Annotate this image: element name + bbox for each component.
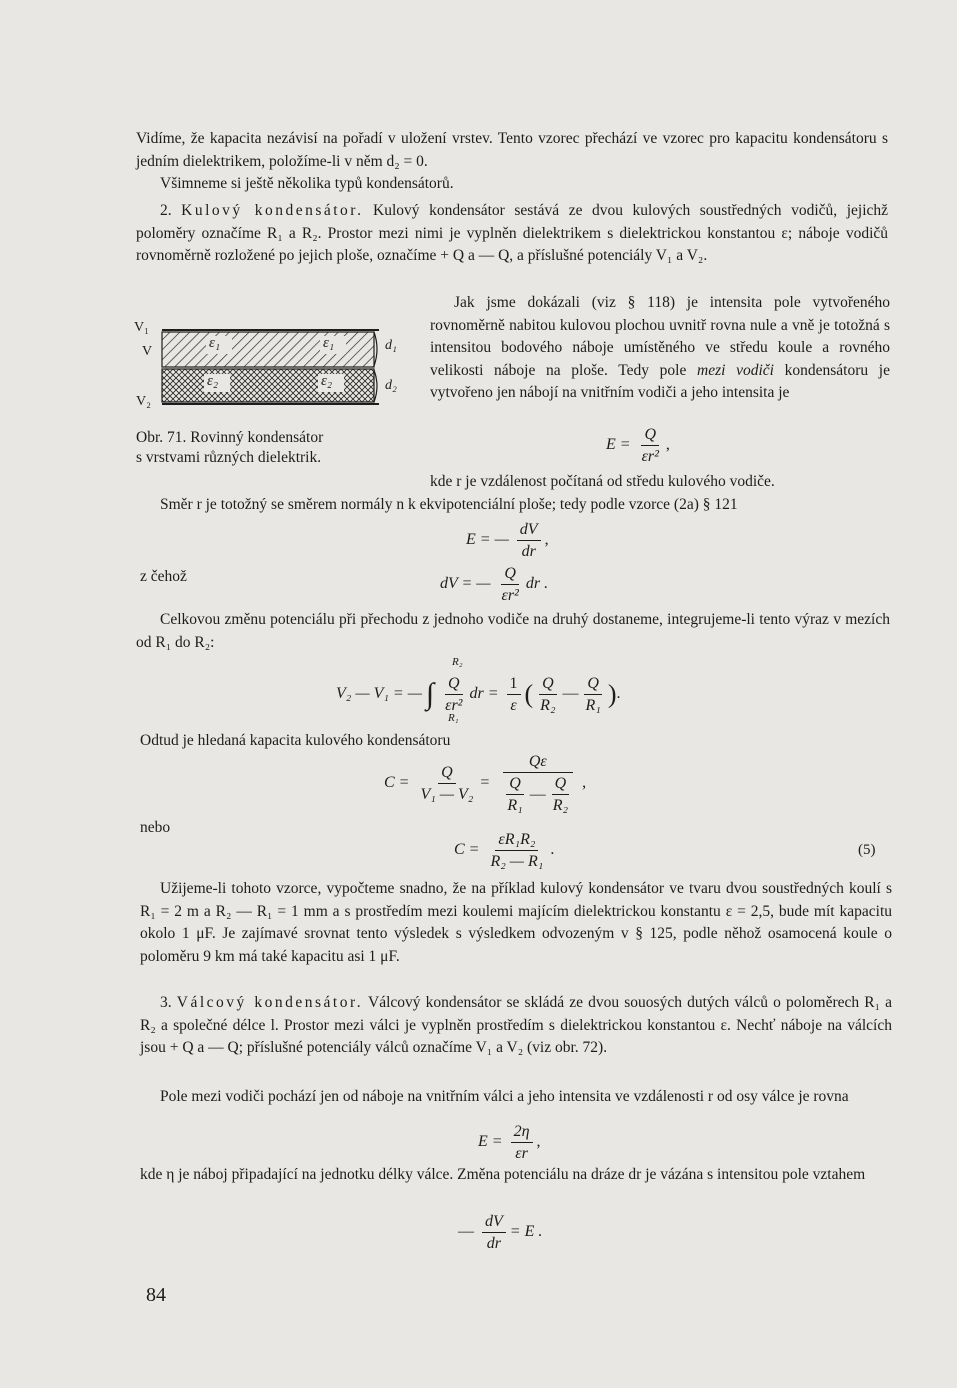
kde-eta-paragraph: kde η je náboj připadající na jednotku délky válce. Změna potenciálu na dráze dr je vázána s intensitou pole vztahem: [140, 1166, 866, 1183]
equation-dv: dV = — $\frac{Q}{\text{εr²}}$ dr .: [440, 565, 549, 604]
section-3-title: Válcový kondensátor.: [176, 994, 364, 1011]
equation-e-field: E = $\frac{Q}{\text{εr²}}$ ,: [606, 426, 670, 465]
section-2-title: Kulový kondensátor.: [181, 202, 364, 219]
label-epsilon-1a: ε₁: [209, 335, 221, 351]
section-3-paragraph: [140, 992, 892, 1060]
label-v1: V₁: [134, 320, 149, 335]
paragraph-types: Všimneme si ještě několika typů kondensátorů.: [160, 175, 454, 192]
label-epsilon-2a: ε₂: [207, 373, 219, 389]
equation-capacity-2: C = $\frac{\text{εR₁R₂}}{\text{R₂ — R₁}}$ .: [454, 831, 555, 870]
nebo-label: nebo: [140, 819, 171, 836]
section-3-number: 3.: [160, 994, 172, 1011]
right-column-block: [430, 292, 890, 405]
section-2-text: Kulový kondensátor sestává ze dvou kulových soustředných vodičů, jejichž poloměry označíme R₁ a R₂. Prostor mezi nimi je vyplněn dielektrikem s dielektrickou konstantou ε; náboje vodičů rovnoměrně rozložené po jejich ploše, označíme + Q a — Q, a příslušné potenciály V₁ a V₂.: [136, 202, 889, 264]
label-v2: V₂: [136, 394, 151, 409]
caption-line-1: Obr. 71. Rovinný kondensátor: [136, 429, 324, 446]
figure-caption: [136, 428, 416, 468]
page-number: 84: [146, 1284, 166, 1306]
integral-sign: ∫: [425, 677, 435, 711]
label-d2: d₂: [385, 378, 397, 393]
section-3-text: Válcový kondensátor se skládá ze dvou souosých dutých válců o poloměrech R₁ a R₂ a společné délce l. Prostor mezi válci je vyplněn prostředím s dielektrickou konstantou ε. Nechť náboje na válcích jsou + Q a — Q; příslušné potenciály válců označíme V₁ a V₂ (viz obr. 72).: [140, 994, 892, 1056]
celkovou-paragraph: Celkovou změnu potenciálu při přechodu z jednoho vodiče na druhý dostaneme, integrujeme-li tento výraz v mezích od R₁ do R₂:: [136, 611, 890, 651]
figure-71-diagram: [134, 318, 414, 423]
equation-potential-gradient: — $\frac{dV}{dr}$ = E .: [458, 1213, 543, 1252]
equation-e-gradient: E = — $\frac{dV}{dr}$ ,: [466, 521, 549, 560]
section-2-paragraph: [136, 200, 888, 268]
figure-71: [134, 318, 414, 468]
right-paragraph-end: kondensátoru je vytvořeno jen nábojí na vnitřním vodiči a jeho intensita je: [430, 361, 890, 401]
label-v: V: [142, 344, 153, 359]
z-cehoz-label: z čehož: [140, 568, 187, 585]
section-2-number: 2.: [160, 202, 172, 219]
intro-block: [136, 128, 888, 196]
pole-paragraph: Pole mezi vodiči pochází jen od náboje na vnitřním válci a jeho intensita ve vzdálenosti r od osy válce je rovna: [160, 1088, 849, 1105]
equation-number-5: (5): [858, 842, 876, 858]
right-paragraph-emphasis: mezi vodiči: [697, 361, 774, 379]
right-paragraph: [430, 292, 890, 405]
pole-block: [140, 1086, 892, 1109]
odtud-line: Odtud je hledaná kapacita kulového kondensátoru: [140, 732, 451, 749]
uzijeme-block: [140, 878, 892, 968]
label-d1: d₁: [385, 338, 397, 353]
paragraph-intro: Vidíme, že kapacita nezávisí na pořadí v uložení vrstev. Tento vzorec přechází ve vzorec pro kapacitu kondensátoru s jedním dielektrikem, položíme-li v něm d₂ = 0.: [136, 130, 888, 170]
section-spherical: [136, 200, 888, 268]
uzijeme-paragraph: Užijeme-li tohoto vzorce, vypočteme snadno, že na příklad kulový kondensátor ve tvaru dvou soustředných koulí s R₁ = 2 m a R₂ — R₁ = 1 mm a s prostředím mezi koulemi majícím dielektrickou konstantu ε = 2,5, bude mít kapacitu okolo 1 μF. Je zajímavé srovnat tento výsledek s výsledkem odvozeným v § 125, podle něhož osamocená koule o poloměru 9 km má také kapacitu asi 1 μF.: [140, 880, 892, 965]
label-epsilon-2b: ε₂: [321, 373, 333, 389]
equation-e-cylinder: E = $\frac{2\eta}{\varepsilon r}$ ,: [478, 1123, 541, 1162]
kde-eta-block: [140, 1164, 892, 1187]
smer-line: Směr r je totožný se směrem normály n k ekvipotenciální ploše; tedy podle vzorce (2a) § 121: [160, 496, 738, 513]
celkovou-block: [136, 609, 890, 654]
caption-line-2: s vrstvami různých dielektrik.: [136, 449, 322, 466]
section-cylindrical: [140, 992, 892, 1060]
kde-line: kde r je vzdálenost počítaná od středu kulového vodiče.: [430, 473, 775, 490]
right-paragraph-text: Jak jsme dokázali (viz § 118) je intensita pole vytvořeného rovnoměrně nabitou kulovou plochou uvnitř rovna nule a vně je totožná s intensitou bodového náboje umístěného ve středu koule a rovného velikosti náboje na ploše. Tedy pole: [430, 294, 890, 379]
equation-capacity-1: C = $\frac{Q}{\text{V₁ — V₂}}$ = Qε $\frac{Q}{\text{R₁}}$ — $\frac{Q}{\text{R₂}}$ ,: [384, 753, 587, 814]
label-epsilon-1b: ε₁: [323, 335, 335, 351]
book-page: Vidíme, že kapacita nezávisí na pořadí v uložení vrstev. Tento vzorec přechází ve vzorec pro kapacitu kondensátoru s jedním dielektrikem, položíme-li v něm d₂ = 0. Všimneme si ještě několika typů kondensátorů. 2. Kulový kondensátor. Kulový kondensátor sestává ze dvou kulových soustředných vodičů, jejichž poloměry označíme R₁ a R₂. Prostor mezi nimi je vyplněn dielektrikem s dielektrickou konstantou ε; náboje vodičů rovnoměrně rozložené po jejich ploše, označíme + Q a — Q, a příslušné potenciály V₁ a V₂. V₁ V V₂ ε₁ ε₁ ε₂ ε₂ d₁ d₂ Obr. 71. Rovinný kondensátor s vrstvami různých dielektrik. Jak jsme dokázali (viz § 118) je intensita pole vytvořeného rovnoměrně nabitou kulovou plochou uvnitř rovna nule a vně je totožná s intensitou bodového náboje umístěného ve středu koule a rovného velikosti náboje na ploše. Tedy pole mezi vodiči kondensátoru je vytvořeno jen nábojí na vnitřním vodiči a jeho intensita je E = $\frac{Q}{\text{εr²}}$ , kde r je vzdálenost počítaná od středu kulového vodiče. Směr r je totožný se směrem normály n k ekvipotenciální ploše; tedy podle vzorce (2a) § 121 E = — $\frac{dV}{dr}$ , z čehož dV = — $\frac{Q}{\text{εr²}}$ dr . Celkovou změnu potenciálu při přechodu z jednoho vodiče na druhý dostaneme, integrujeme-li tento výraz v mezích od R₁ do R₂: R₂ R₁ V₂ — V₁ = — ∫ $\frac{Q}{\text{εr²}}$ dr = $\frac{1}{\varepsilon}$ ( $\frac{Q}{\text{R₂}}$ — $\frac{Q}{\text{R₁}}$ ). Odtud je hledaná kapacita kulového kondensátoru C = $\frac{Q}{\text{V₁ — V₂}}$ = Qε $\frac{Q}{\text{R₁}}$ — $\frac{Q}{\text{R₂}}$ , nebo C = $\frac{\text{εR₁R₂}}{\text{R₂ — R₁}}$ . (5) Užijeme-li tohoto vzorce, vypočteme snadno, že na příklad kulový kondensátor ve tvaru dvou soustředných koulí s R₁ = 2 m a R₂ — R₁ = 1 mm a s prostředím mezi koulemi majícím dielektrickou konstantu ε = 2,5, bude mít kapacitu okolo 1 μF. Je zajímavé srovnat tento výsledek s výsledkem odvozeným v § 125, podle něhož osamocená koule o poloměru 9 km má také kapacitu asi 1 μF. 3. Válcový kondensátor. Válcový kondensátor se skládá ze dvou souosých dutých válců o poloměrech R₁ a R₂ a společné délce l. Prostor mezi válci je vyplněn prostředím s dielektrickou konstantou ε. Nechť náboje na válcích jsou + Q a — Q; příslušné potenciály válců označíme V₁ a V₂ (viz obr. 72). Pole mezi vodiči pochází jen od náboje na vnitřním válci a jeho intensita ve vzdálenosti r od osy válce je rovna E = $\frac{2\eta}{\varepsilon r}$ , kde η je náboj připadající na jednotku délky válce. Změna potenciálu na dráze dr je vázána s intensitou pole vztahem — $\frac{dV}{dr}$ = E . 84: [134, 130, 892, 1306]
